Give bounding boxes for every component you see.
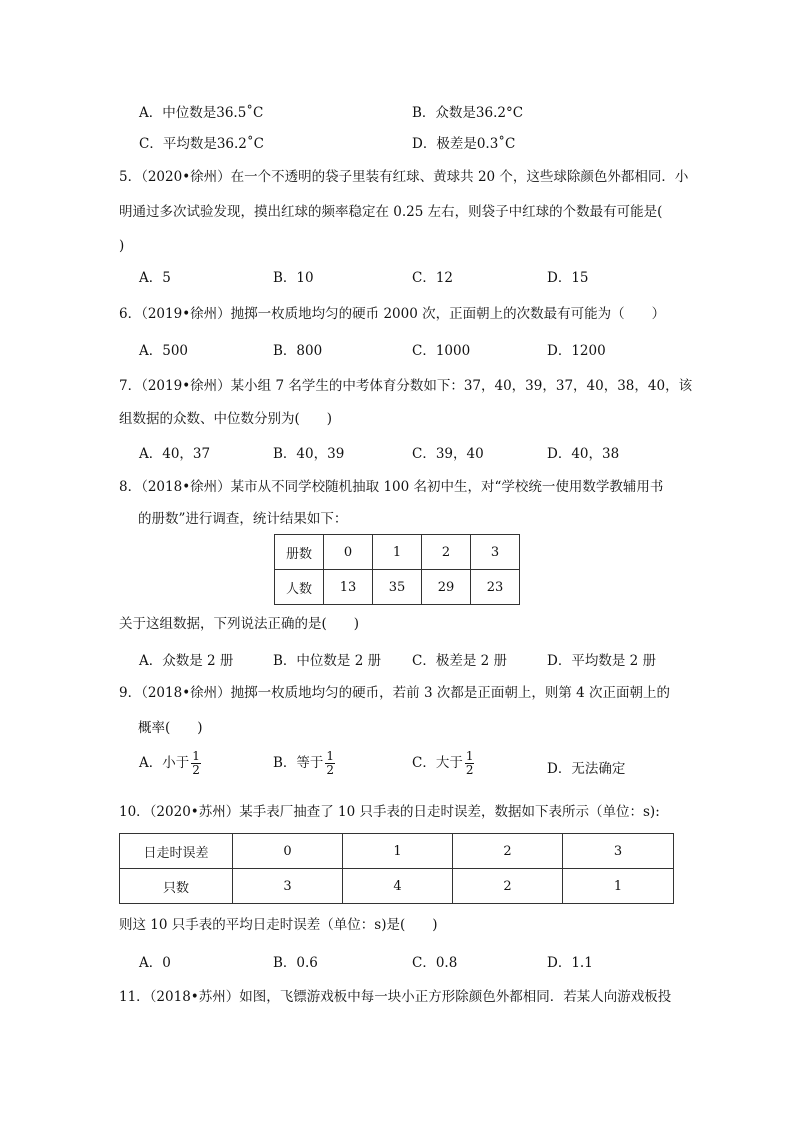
table-cell: 23 bbox=[471, 570, 520, 605]
q5-stem-line-3: ) bbox=[119, 238, 125, 254]
q5-option-a: A．5 bbox=[139, 270, 171, 286]
q7-stem-line-1: 7．（2019•徐州）某小组 7 名学生的中考体育分数如下：37，40，39，37，40，38，40，该 bbox=[119, 378, 693, 394]
q4-option-c: C．平均数是36.2˚C bbox=[139, 136, 264, 152]
fraction-denominator: 2 bbox=[465, 763, 474, 777]
table-row bbox=[275, 535, 520, 570]
q8-option-c: C．极差是 2 册 bbox=[412, 653, 508, 669]
q9-option-b bbox=[273, 750, 335, 777]
one-half-fraction bbox=[325, 750, 335, 777]
q5-option-c: C．12 bbox=[412, 270, 454, 286]
q5-option-d: D．15 bbox=[547, 270, 589, 286]
q8-data-table bbox=[274, 534, 520, 605]
q9-stem-line-2: 概率( ) bbox=[138, 720, 203, 736]
table-header-cell: 人数 bbox=[275, 570, 324, 605]
q8-stem-line-1: 8．（2018•徐州）某市从不同学校随机抽取 100 名初中生，对“学校统一使用数学教辅用书 bbox=[119, 479, 664, 495]
fraction-numerator: 1 bbox=[326, 749, 335, 763]
q7-option-d: D．40，38 bbox=[547, 446, 620, 462]
q9-option-c bbox=[412, 750, 474, 777]
table-cell: 3 bbox=[233, 869, 343, 904]
fraction-denominator: 2 bbox=[192, 763, 200, 777]
table-header-cell: 册数 bbox=[275, 535, 324, 570]
table-row bbox=[275, 570, 520, 605]
table-cell: 1 bbox=[563, 869, 674, 904]
q8-option-b: B．中位数是 2 册 bbox=[273, 653, 382, 669]
table-cell: 4 bbox=[343, 869, 453, 904]
q9-option-b-text: B．等于 bbox=[273, 755, 324, 771]
q10-data-table bbox=[119, 833, 674, 904]
table-cell: 3 bbox=[471, 535, 520, 570]
table-row bbox=[120, 834, 674, 869]
fraction-numerator: 1 bbox=[465, 749, 474, 763]
q4-option-a: A．中位数是36.5˚C bbox=[139, 105, 264, 121]
fraction-denominator: 2 bbox=[326, 763, 335, 777]
q10-option-d: D．1.1 bbox=[547, 955, 593, 971]
q10-stem-line-1: 10．（2020•苏州）某手表厂抽查了 10 只手表的日走时误差，数据如下表所示（单位：s): bbox=[119, 804, 660, 820]
q5-option-b: B．10 bbox=[273, 270, 314, 286]
table-cell: 35 bbox=[373, 570, 422, 605]
table-cell: 1 bbox=[343, 834, 453, 869]
q8-question-line: 关于这组数据，下列说法正确的是( ) bbox=[119, 616, 360, 632]
table-row bbox=[120, 869, 674, 904]
table-cell: 29 bbox=[422, 570, 471, 605]
q9-stem-line-1: 9．（2018•徐州）抛掷一枚质地均匀的硬币，若前 3 次都是正面朝上，则第 4 次正面朝上的 bbox=[119, 685, 671, 701]
q5-stem-line-2: 明通过多次试验发现，摸出红球的频率稳定在 0.25 左右，则袋子中红球的个数最有可能是( bbox=[119, 204, 663, 220]
fraction-numerator: 1 bbox=[192, 749, 200, 763]
q10-question-line: 则这 10 只手表的平均日走时误差（单位：s)是( ) bbox=[119, 917, 438, 933]
q10-option-c: C．0.8 bbox=[412, 955, 458, 971]
q6-option-a: A．500 bbox=[139, 343, 189, 359]
table-header-cell: 只数 bbox=[120, 869, 233, 904]
q6-option-d: D．1200 bbox=[547, 343, 606, 359]
q8-stem-line-2: 的册数”进行调查，统计结果如下： bbox=[138, 511, 348, 527]
table-cell: 2 bbox=[422, 535, 471, 570]
table-cell: 2 bbox=[453, 869, 563, 904]
q7-option-a: A．40，37 bbox=[139, 446, 211, 462]
table-header-cell: 日走时误差 bbox=[120, 834, 233, 869]
q7-option-b: B．40，39 bbox=[273, 446, 345, 462]
q4-option-d: D．极差是0.3˚C bbox=[412, 136, 516, 152]
one-half-fraction bbox=[191, 750, 201, 777]
q7-option-c: C．39，40 bbox=[412, 446, 484, 462]
q11-stem-line-1: 11．（2018•苏州）如图，飞镖游戏板中每一块小正方形除颜色外都相同．若某人向游戏板投 bbox=[119, 989, 672, 1005]
table-cell: 13 bbox=[324, 570, 373, 605]
table-cell: 1 bbox=[373, 535, 422, 570]
q9-option-c-text: C．大于 bbox=[412, 755, 463, 771]
q6-option-b: B．800 bbox=[273, 343, 323, 359]
q10-option-b: B．0.6 bbox=[273, 955, 318, 971]
q6-stem-line-1: 6．（2019•徐州）抛掷一枚质地均匀的硬币 2000 次，正面朝上的次数最有可能为（ ） bbox=[119, 306, 666, 322]
q8-option-a: A．众数是 2 册 bbox=[139, 653, 234, 669]
q7-stem-line-2: 组数据的众数、中位数分别为( ) bbox=[119, 411, 333, 427]
q10-option-a: A．0 bbox=[139, 955, 171, 971]
one-half-fraction bbox=[465, 750, 475, 777]
table-cell: 0 bbox=[233, 834, 343, 869]
table-cell: 3 bbox=[563, 834, 674, 869]
q8-option-d: D．平均数是 2 册 bbox=[547, 653, 656, 669]
q6-option-c: C．1000 bbox=[412, 343, 471, 359]
q9-option-a bbox=[139, 750, 201, 777]
q9-option-d: D．无法确定 bbox=[547, 761, 626, 777]
table-cell: 0 bbox=[324, 535, 373, 570]
table-cell: 2 bbox=[453, 834, 563, 869]
q9-option-a-text: A．小于 bbox=[139, 755, 190, 771]
q5-stem-line-1: 5．（2020•徐州）在一个不透明的袋子里装有红球、黄球共 20 个，这些球除颜色外都相同．小 bbox=[119, 169, 689, 185]
q4-option-b: B．众数是36.2°C bbox=[412, 105, 524, 121]
